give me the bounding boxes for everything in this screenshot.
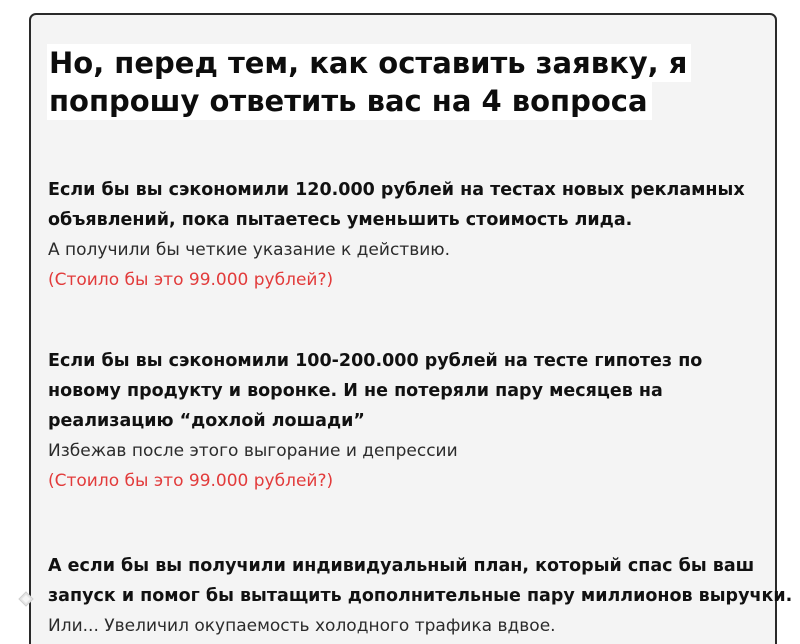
question-subtext: Избежав после этого выгорание и депрессии bbox=[48, 441, 458, 461]
question-line: реализацию “дохлой лошади” bbox=[48, 411, 365, 431]
question-line: новому продукту и воронке. И не потеряли пару месяцев на bbox=[48, 381, 663, 401]
question-line: Если бы вы сэкономили 120.000 рублей на тестах новых рекламных bbox=[48, 180, 745, 200]
question-line: А если бы вы получили индивидуальный план, который спас бы ваш bbox=[48, 556, 755, 576]
question-text bbox=[48, 346, 708, 436]
question-text bbox=[48, 175, 745, 235]
diamond-watermark-icon bbox=[18, 591, 34, 607]
page-title-line-1: Но, перед тем, как оставить заявку, я bbox=[47, 44, 691, 82]
question-text bbox=[48, 551, 793, 611]
price-question: (Стоило бы это 99.000 рублей?) bbox=[48, 270, 334, 290]
page-title-line-2: попрошу ответить вас на 4 вопроса bbox=[47, 82, 652, 120]
question-line: объявлений, пока пытаетесь уменьшить стоимость лида. bbox=[48, 210, 633, 230]
question-block-3 bbox=[48, 551, 793, 641]
question-subtext: Или... Увеличил окупаемость холодного трафика вдвое. bbox=[48, 616, 556, 636]
question-line: запуск и помог бы вытащить дополнительные пару миллионов выручки. bbox=[48, 586, 793, 606]
question-line: Если бы вы сэкономили 100-200.000 рублей на тесте гипотез по bbox=[48, 351, 703, 371]
question-block-2 bbox=[48, 346, 708, 497]
price-question: (Стоило бы это 99.000 рублей?) bbox=[48, 471, 334, 491]
page-title bbox=[47, 44, 691, 120]
question-subtext: А получили бы четкие указание к действию. bbox=[48, 240, 450, 260]
question-block-1 bbox=[48, 175, 745, 296]
